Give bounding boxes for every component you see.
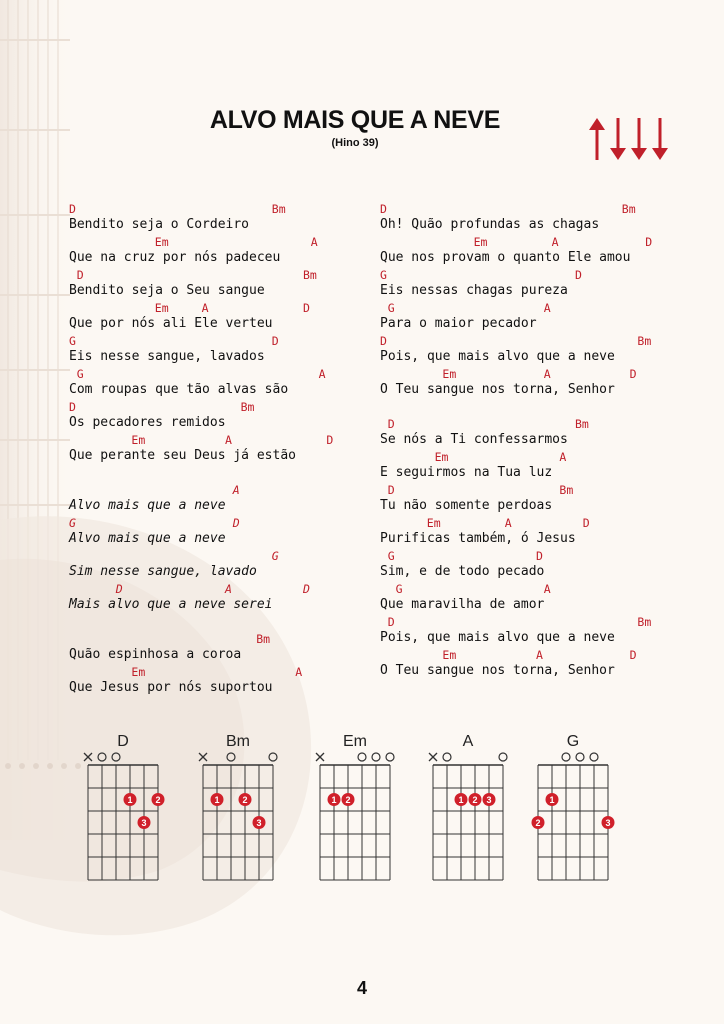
- lyric-line: [380, 316, 700, 333]
- lyric-line: [380, 283, 700, 300]
- finger-dot: [138, 816, 151, 829]
- chord-label: D: [387, 483, 395, 497]
- chord-label: Bm: [637, 615, 652, 629]
- open-string-icon: [562, 753, 570, 761]
- chord-label: A: [543, 582, 551, 596]
- finger-dot: [483, 793, 496, 806]
- finger-number: 2: [242, 795, 248, 805]
- chord-label: D: [69, 400, 76, 414]
- lyric-line: [380, 564, 700, 581]
- chord-chart-a: [429, 733, 507, 880]
- chord-line: [380, 481, 700, 498]
- chord-label: A: [318, 367, 326, 381]
- chord-label: D: [575, 268, 582, 282]
- chord-label: D: [303, 582, 310, 596]
- lyric-text: Que nos provam o quanto Ele amou: [380, 249, 631, 265]
- lyric-text: Se nós a Ti confessarmos: [380, 431, 568, 447]
- chord-label: Em: [131, 433, 146, 447]
- open-string-icon: [98, 753, 106, 761]
- chord-label: D: [629, 648, 637, 662]
- lyric-text: Oh! Quão profundas as chagas: [380, 216, 600, 232]
- lyric-line: [380, 663, 700, 680]
- chord-line: [69, 547, 389, 564]
- page-number: 4: [356, 978, 367, 998]
- lyric-line: [69, 349, 389, 366]
- chord-label: A: [295, 665, 303, 679]
- finger-dot: [124, 793, 137, 806]
- lyric-text: Sim nesse sangue, lavado: [69, 563, 257, 579]
- chord-label: Bm: [256, 632, 271, 646]
- open-string-icon: [386, 753, 394, 761]
- chord-name: Em: [343, 733, 367, 750]
- lyrics-right-column: [380, 200, 700, 696]
- lyric-line: [69, 250, 389, 267]
- chord-name: A: [462, 733, 474, 750]
- chord-line: [380, 547, 700, 564]
- muted-string-icon: [199, 753, 207, 761]
- chord-line: [380, 613, 700, 630]
- chord-line: [380, 365, 700, 382]
- finger-dot: [602, 816, 615, 829]
- chord-label: D: [582, 516, 590, 530]
- chord-diagrams: [0, 730, 724, 890]
- chord-line: [69, 299, 389, 316]
- chord-label: Em: [434, 450, 449, 464]
- open-string-icon: [112, 753, 120, 761]
- chord-line: [69, 630, 389, 647]
- chord-label: D: [629, 367, 637, 381]
- lyric-line: [69, 597, 389, 614]
- finger-dot: [328, 793, 341, 806]
- lyric-line: [380, 531, 700, 548]
- finger-number: 2: [472, 795, 478, 805]
- chord-name: G: [566, 733, 580, 750]
- finger-dot: [253, 816, 266, 829]
- chord-chart-g: [532, 733, 615, 880]
- chord-line: [380, 233, 700, 250]
- chord-label: Em: [154, 235, 169, 249]
- open-string-icon: [590, 753, 598, 761]
- chord-name: D: [117, 733, 129, 750]
- chord-label: G: [69, 516, 76, 530]
- lyric-text: Que maravilha de amor: [380, 596, 545, 612]
- chord-label: Bm: [559, 483, 574, 497]
- finger-dot: [546, 793, 559, 806]
- chord-label: G: [380, 268, 387, 282]
- lyric-text: Que na cruz por nós padeceu: [69, 249, 281, 265]
- finger-number: 1: [549, 795, 555, 805]
- chord-label: A: [543, 301, 551, 315]
- chord-label: A: [232, 483, 240, 497]
- lyric-line: [380, 250, 700, 267]
- lyric-line: [380, 465, 700, 482]
- chord-label: D: [69, 202, 76, 216]
- muted-string-icon: [84, 753, 92, 761]
- chord-label: Em: [473, 235, 488, 249]
- lyric-line: [69, 217, 389, 234]
- finger-dot: [455, 793, 468, 806]
- lyric-line: [380, 630, 700, 647]
- chord-label: Em: [154, 301, 169, 315]
- chord-line: [380, 200, 700, 217]
- chord-line: [69, 514, 389, 531]
- verse-stanza: [380, 415, 700, 679]
- lyric-text: Sim, e de todo pecado: [380, 563, 545, 579]
- finger-dot: [469, 793, 482, 806]
- lyric-text: Tu não somente perdoas: [380, 497, 553, 513]
- lyric-line: [69, 680, 389, 697]
- lyric-line: [380, 349, 700, 366]
- chord-line: [380, 266, 700, 283]
- muted-string-icon: [316, 753, 324, 761]
- chord-line: [69, 365, 389, 382]
- chord-line: [69, 200, 389, 217]
- finger-number: 3: [486, 795, 492, 805]
- lyric-text: Bendito seja o Cordeiro: [69, 216, 250, 232]
- chord-label: A: [536, 648, 543, 662]
- chord-label: A: [551, 235, 559, 249]
- verse-stanza: [69, 630, 389, 696]
- chord-line: [380, 332, 700, 349]
- chord-name: Bm: [226, 733, 250, 750]
- chord-line: [69, 332, 389, 349]
- lyric-line: [69, 498, 389, 515]
- chord-label: D: [380, 334, 387, 348]
- finger-number: 2: [535, 818, 541, 828]
- lyric-text: O Teu sangue nos torna, Senhor: [380, 381, 615, 397]
- chord-label: A: [201, 301, 209, 315]
- chord-line: [380, 415, 700, 432]
- chord-line: [69, 233, 389, 250]
- finger-number: 2: [345, 795, 351, 805]
- lyric-text: Que por nós ali Ele verteu: [69, 315, 273, 331]
- lyric-line: [69, 316, 389, 333]
- lyric-text: Pois, que mais alvo que a neve: [380, 348, 615, 364]
- chord-label: G: [271, 549, 279, 563]
- chord-line: [380, 646, 700, 663]
- open-string-icon: [499, 753, 507, 761]
- chord-label: D: [645, 235, 653, 249]
- chord-line: [380, 299, 700, 316]
- chord-line: [380, 580, 700, 597]
- chord-label: Bm: [303, 268, 317, 282]
- chord-line: [380, 448, 700, 465]
- open-string-icon: [358, 753, 366, 761]
- lyric-text: E seguirmos na Tua luz: [380, 464, 553, 480]
- chord-label: Em: [131, 665, 146, 679]
- lyric-text: Mais alvo que a neve serei: [69, 596, 273, 612]
- chord-label: Bm: [621, 202, 636, 216]
- song-title: ALVO MAIS QUE A NEVE: [209, 106, 501, 134]
- chord-chart-bm: [199, 733, 277, 880]
- chord-label: G: [387, 301, 395, 315]
- finger-number: 3: [605, 818, 611, 828]
- lyric-line: [69, 283, 389, 300]
- chord-label: D: [326, 433, 334, 447]
- finger-number: 1: [214, 795, 220, 805]
- chord-label: D: [271, 334, 279, 348]
- chord-line: [69, 266, 389, 283]
- chord-label: A: [559, 450, 567, 464]
- lyric-text: Quão espinhosa a coroa: [69, 646, 242, 662]
- chord-label: Bm: [637, 334, 652, 348]
- open-string-icon: [227, 753, 235, 761]
- finger-number: 1: [458, 795, 464, 805]
- lyric-line: [69, 647, 389, 664]
- chord-label: Bm: [575, 417, 589, 431]
- lyric-line: [69, 382, 389, 399]
- lyric-text: Pois, que mais alvo que a neve: [380, 629, 615, 645]
- lyric-text: Bendito seja o Seu sangue: [69, 282, 265, 298]
- lyric-line: [69, 531, 389, 548]
- chord-label: A: [225, 582, 232, 596]
- chord-label: A: [225, 433, 232, 447]
- chord-label: Em: [426, 516, 441, 530]
- lyric-text: Que perante seu Deus já estão: [69, 447, 296, 463]
- chord-line: [69, 398, 389, 415]
- lyric-text: Com roupas que tão alvas são: [69, 381, 289, 397]
- chord-label: G: [395, 582, 403, 596]
- finger-number: 3: [141, 818, 147, 828]
- chord-label: D: [380, 202, 387, 216]
- finger-number: 3: [256, 818, 262, 828]
- muted-string-icon: [429, 753, 437, 761]
- open-string-icon: [576, 753, 584, 761]
- chord-line: [69, 481, 389, 498]
- chord-label: D: [115, 582, 123, 596]
- lyric-text: Os pecadores remidos: [69, 414, 226, 430]
- chord-label: Bm: [240, 400, 255, 414]
- lyric-line: [380, 498, 700, 515]
- chord-label: D: [536, 549, 543, 563]
- chord-label: G: [76, 367, 84, 381]
- lyric-line: [69, 448, 389, 465]
- lyric-text: Que Jesus por nós suportou: [69, 679, 273, 695]
- lyric-text: Alvo mais que a neve: [69, 497, 226, 513]
- chord-label: D: [303, 301, 310, 315]
- chord-line: [69, 580, 389, 597]
- chord-label: D: [76, 268, 84, 282]
- chord-label: A: [310, 235, 318, 249]
- lyric-line: [69, 415, 389, 432]
- chord-line: [69, 663, 389, 680]
- lyric-line: [380, 382, 700, 399]
- chord-label: D: [232, 516, 240, 530]
- finger-dot: [342, 793, 355, 806]
- chord-label: A: [543, 367, 551, 381]
- finger-number: 1: [331, 795, 337, 805]
- lyric-line: [380, 597, 700, 614]
- lyric-line: [380, 217, 700, 234]
- chord-label: A: [504, 516, 512, 530]
- lyric-text: Alvo mais que a neve: [69, 530, 226, 546]
- down-arrows-icon: [588, 116, 672, 162]
- finger-dot: [532, 816, 545, 829]
- open-string-icon: [443, 753, 451, 761]
- chorus-stanza: [69, 481, 389, 613]
- verse-stanza: [380, 200, 700, 398]
- verse-stanza: [69, 200, 389, 464]
- finger-number: 2: [155, 795, 161, 805]
- chord-label: G: [387, 549, 395, 563]
- finger-dot: [152, 793, 165, 806]
- lyric-text: O Teu sangue nos torna, Senhor: [380, 662, 615, 678]
- chord-label: Em: [442, 367, 457, 381]
- hymn-number: (Hino 39): [331, 137, 379, 149]
- chord-chart-d: [84, 733, 165, 880]
- lyric-line: [69, 564, 389, 581]
- lyric-text: Purificas também, ó Jesus: [380, 530, 576, 546]
- chord-label: G: [69, 334, 76, 348]
- lyrics-left-column: [69, 200, 389, 713]
- lyric-line: [380, 432, 700, 449]
- open-string-icon: [372, 753, 380, 761]
- lyric-text: Para o maior pecador: [380, 315, 537, 331]
- lyric-text: Eis nessas chagas pureza: [380, 282, 568, 298]
- open-string-icon: [269, 753, 277, 761]
- chord-label: D: [387, 417, 395, 431]
- chord-chart-em: [316, 733, 394, 880]
- lyric-text: Eis nesse sangue, lavados: [69, 348, 265, 364]
- chord-line: [69, 431, 389, 448]
- finger-dot: [211, 793, 224, 806]
- finger-dot: [239, 793, 252, 806]
- chord-label: Em: [442, 648, 457, 662]
- chord-line: [380, 514, 700, 531]
- chord-label: Bm: [271, 202, 286, 216]
- chord-label: D: [387, 615, 395, 629]
- finger-number: 1: [127, 795, 133, 805]
